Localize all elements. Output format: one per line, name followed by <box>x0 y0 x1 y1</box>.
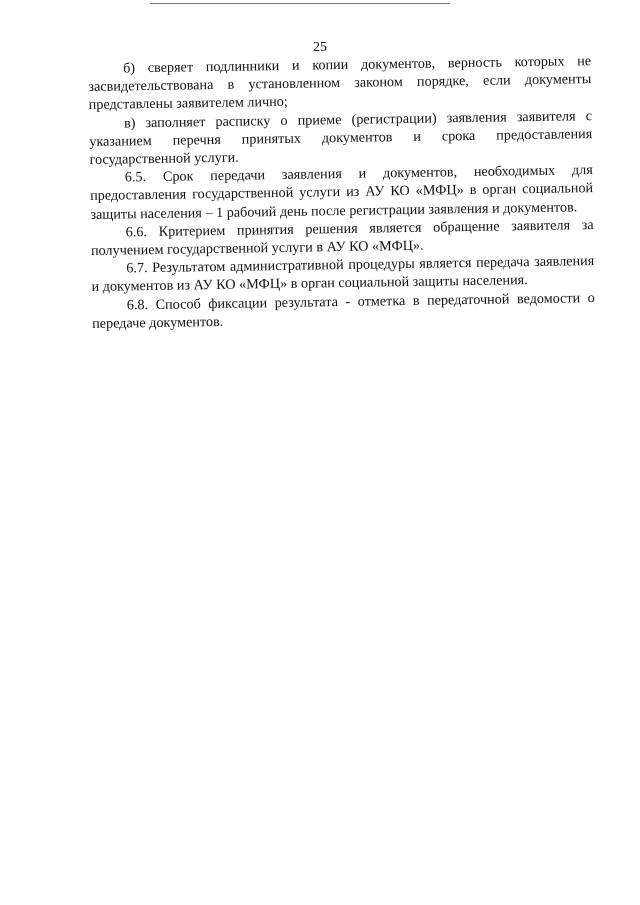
page-number: 25 <box>313 40 327 55</box>
paragraph-b-verify-originals: б) сверяет подлинники и копии документов, верность которых не засвидетельствована в установленном законом порядке, если документы представлены заявителем лично; <box>88 53 592 114</box>
top-scan-line <box>150 3 450 4</box>
paragraph-v-fill-receipt: в) заполняет расписку о приеме (регистрации) заявления заявителя с указанием перечня принятых документов и срока предоставления государственной услуги. <box>89 107 593 169</box>
paragraph-6-5-transfer-term: 6.5. Срок передачи заявления и документов, необходимых для предоставления государственной услуги из АУ КО «МФЦ» в орган социальной защиты населения – 1 рабочий день после регистрации заявления и документов. <box>90 162 594 223</box>
paragraph-6-6-decision-criterion: 6.6. Критерием принятия решения является обращение заявителя за получением государственной услуги в АУ КО «МФЦ». <box>90 216 594 260</box>
document-body <box>88 52 595 333</box>
paragraph-6-7-procedure-result: 6.7. Результатом административной процедуры является передача заявления и документов из АУ КО «МФЦ» в орган социальной защиты населения. <box>91 253 595 296</box>
paragraph-6-8-fixation-method: 6.8. Способ фиксации результата - отметка в передаточной ведомости о передаче документов. <box>92 289 595 332</box>
